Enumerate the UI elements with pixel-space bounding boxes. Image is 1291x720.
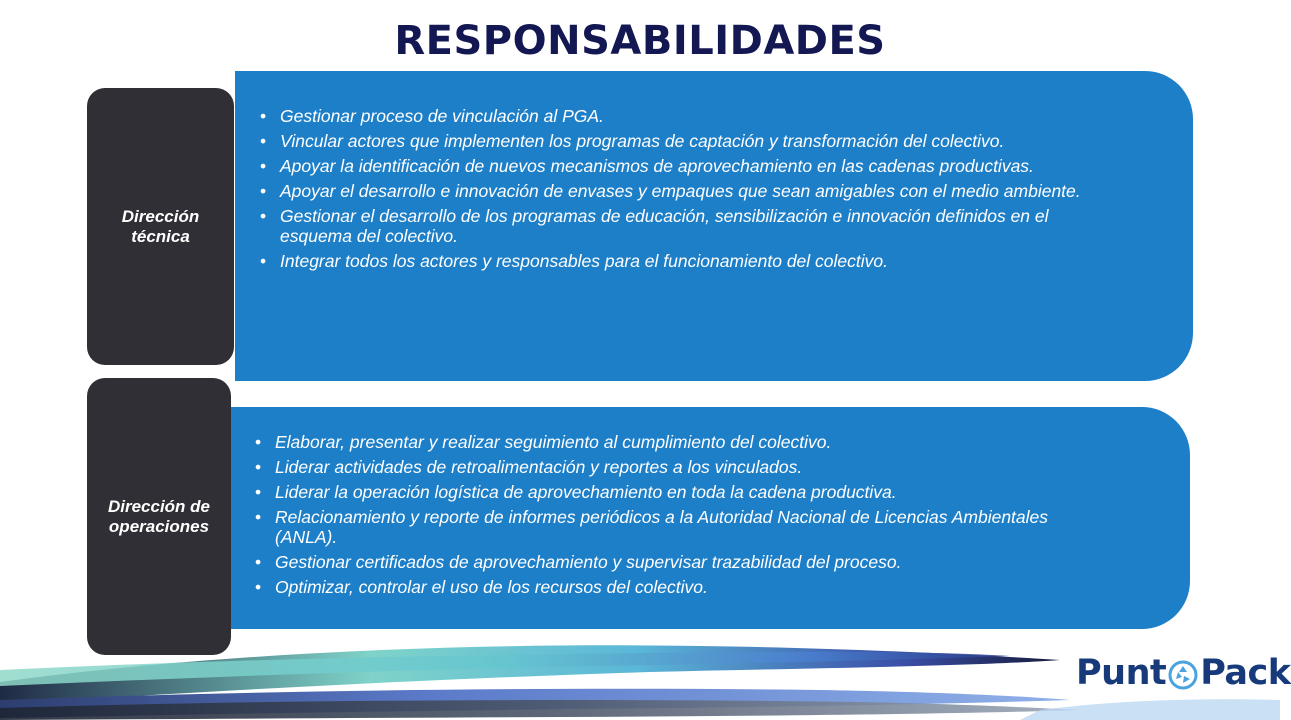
section-tecnica-label — [87, 88, 234, 365]
list-item: • Gestionar proceso de vinculación al PGA. — [258, 106, 1108, 126]
logo-text-part2: Pack — [1200, 653, 1291, 693]
puntopack-logo — [1076, 650, 1291, 696]
list-item: • Integrar todos los actores y responsables para el funcionamiento del colectivo. — [258, 251, 1108, 271]
list-item: • Apoyar el desarrollo e innovación de envases y empaques que sean amigables con el medio ambiente. — [258, 181, 1108, 201]
list-item: • Liderar la operación logística de aprovechamiento en toda la cadena productiva. — [253, 482, 1113, 502]
section-operaciones-list — [253, 432, 1113, 602]
section-operaciones-label-text: Dirección de operaciones — [107, 496, 211, 536]
list-item: • Gestionar certificados de aprovechamiento y supervisar trazabilidad del proceso. — [253, 552, 1113, 572]
list-item: • Relacionamiento y reporte de informes periódicos a la Autoridad Nacional de Licencias Ambientales (ANLA). — [253, 507, 1113, 547]
list-item: • Gestionar el desarrollo de los programas de educación, sensibilización e innovación definidos en el esquema del colectivo. — [258, 206, 1108, 246]
section-tecnica-label-text: Dirección técnica — [121, 206, 200, 246]
list-item: • Optimizar, controlar el uso de los recursos del colectivo. — [253, 577, 1113, 597]
page-title: RESPONSABILIDADES — [394, 18, 886, 64]
logo-text-part1: Punt — [1076, 653, 1167, 693]
recycle-icon — [1168, 659, 1198, 689]
section-tecnica-list — [258, 106, 1108, 276]
list-item: • Liderar actividades de retroalimentación y reportes a los vinculados. — [253, 457, 1113, 477]
list-item: • Apoyar la identificación de nuevos mecanismos de aprovechamiento en las cadenas productivas. — [258, 156, 1108, 176]
list-item: • Vincular actores que implementen los programas de captación y transformación del colectivo. — [258, 131, 1108, 151]
list-item: • Elaborar, presentar y realizar seguimiento al cumplimiento del colectivo. — [253, 432, 1113, 452]
